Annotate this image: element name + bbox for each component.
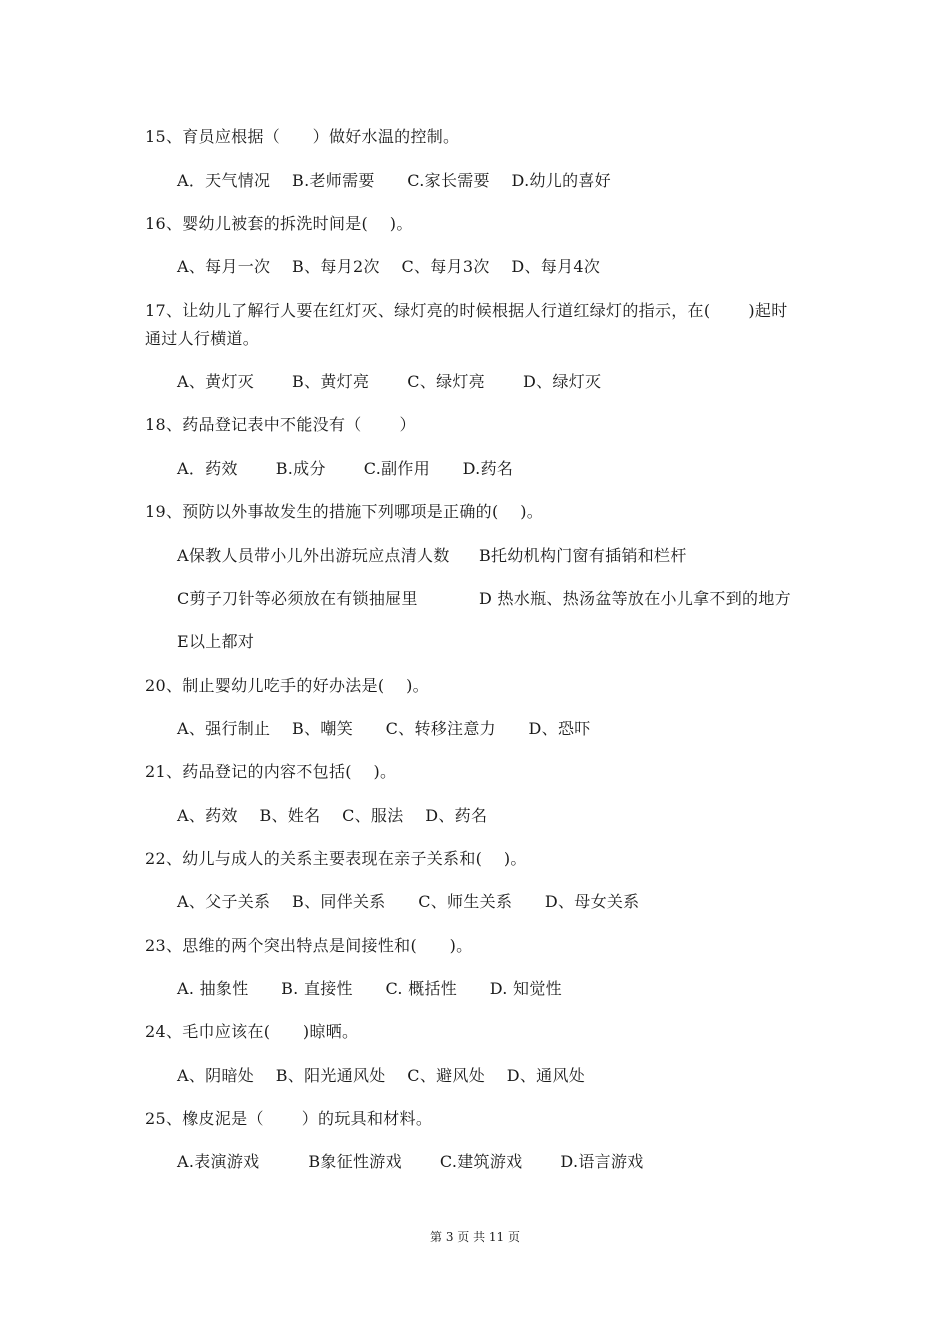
question-15: 15、育员应根据（ ）做好水温的控制。 bbox=[145, 127, 460, 146]
question-16-options: A、每月一次 B、每月2次 C、每月3次 D、每月4次 bbox=[177, 257, 601, 276]
question-22-options: A、父子关系 B、同伴关系 C、师生关系 D、母女关系 bbox=[177, 892, 640, 911]
question-25: 25、橡皮泥是（ ）的玩具和材料。 bbox=[145, 1109, 433, 1128]
question-23: 23、思维的两个突出特点是间接性和( )。 bbox=[145, 936, 473, 955]
question-18: 18、药品登记表中不能没有（ ） bbox=[145, 415, 416, 434]
question-22: 22、幼儿与成人的关系主要表现在亲子关系和( )。 bbox=[145, 849, 527, 868]
question-17-line-1: 17、让幼儿了解行人要在红灯灭、绿灯亮的时候根据人行道红绿灯的指示，在( )起时 bbox=[145, 301, 788, 320]
question-19: 19、预防以外事故发生的措施下列哪项是正确的( )。 bbox=[145, 502, 544, 521]
page-footer: 第 3 页 共 11 页 bbox=[430, 1230, 520, 1244]
question-18-options: A．药效 B.成分 C.副作用 D.药名 bbox=[177, 459, 514, 478]
question-15-options: A．天气情况 B.老师需要 C.家长需要 D.幼儿的喜好 bbox=[177, 171, 611, 190]
question-23-options: A. 抽象性 B. 直接性 C. 概括性 D. 知觉性 bbox=[177, 979, 562, 998]
question-24-options: A、阴暗处 B、阳光通风处 C、避风处 D、通风处 bbox=[177, 1066, 586, 1085]
question-21: 21、药品登记的内容不包括( )。 bbox=[145, 762, 397, 781]
question-20: 20、制止婴幼儿吃手的好办法是( )。 bbox=[145, 676, 429, 695]
question-25-options: A.表演游戏 B象征性游戏 C.建筑游戏 D.语言游戏 bbox=[177, 1152, 644, 1171]
question-17-options: A、黄灯灭 B、黄灯亮 C、绿灯亮 D、绿灯灭 bbox=[177, 372, 602, 391]
question-17-line-2: 通过人行横道。 bbox=[145, 329, 260, 348]
question-19-option-d: D 热水瓶、热汤盆等放在小儿拿不到的地方 bbox=[479, 589, 791, 608]
question-19-option-e: E以上都对 bbox=[177, 632, 255, 651]
question-24: 24、毛巾应该在( )晾晒。 bbox=[145, 1022, 359, 1041]
question-21-options: A、药效 B、姓名 C、服法 D、药名 bbox=[177, 806, 488, 825]
question-20-options: A、强行制止 B、嘲笑 C、转移注意力 D、恐吓 bbox=[177, 719, 591, 738]
question-19-option-b: B托幼机构门窗有插销和栏杆 bbox=[479, 546, 687, 565]
question-16: 16、婴幼儿被套的拆洗时间是( )。 bbox=[145, 214, 413, 233]
question-19-option-c: C剪子刀针等必须放在有锁抽屉里 bbox=[177, 589, 418, 608]
question-19-option-a: A保教人员带小儿外出游玩应点清人数 bbox=[177, 546, 450, 565]
